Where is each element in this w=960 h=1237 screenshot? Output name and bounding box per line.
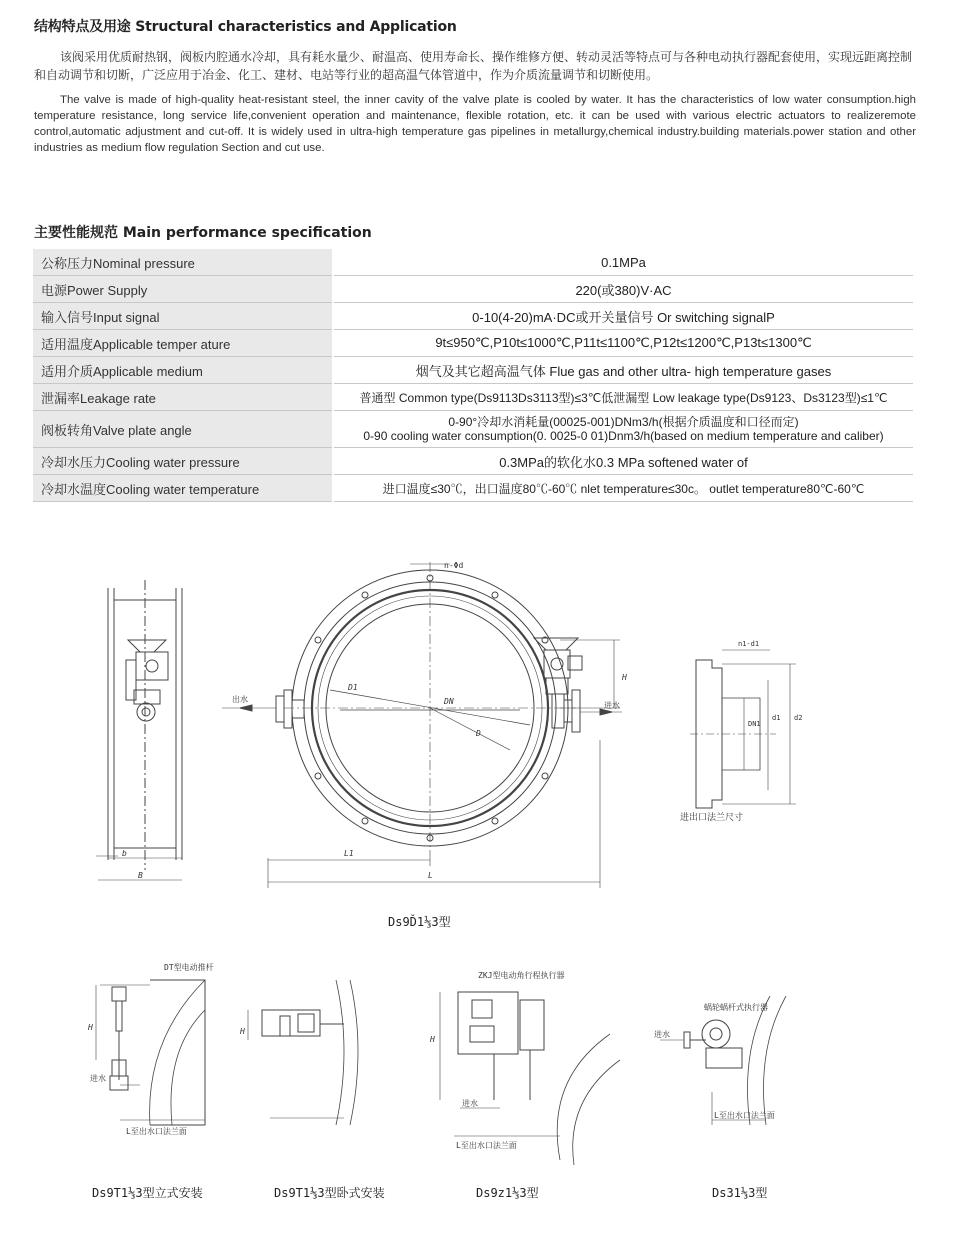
H-label-3: H	[430, 1035, 435, 1044]
spec-key: 公称压力Nominal pressure	[33, 249, 333, 276]
outlet-water-label: 出水	[232, 695, 248, 704]
table-row	[33, 276, 913, 303]
flange-caption: 进出口法兰尺寸	[680, 813, 744, 823]
L-label: L	[428, 871, 433, 880]
table-row	[33, 357, 913, 384]
caption-ds31: Ds31⅓3型	[712, 1186, 768, 1200]
spec-key: 电源Power Supply	[33, 276, 333, 303]
flange-DN1-label: DN1	[748, 720, 761, 728]
dt-actuator-label: DT型电动推杆	[164, 963, 214, 972]
inlet-water-label: 进水	[604, 701, 620, 710]
table-row	[33, 303, 913, 330]
H-label: H	[622, 673, 627, 682]
zkj-actuator-drawing	[440, 992, 620, 1165]
worm-actuator-label: 蜗轮蜗杆式执行器	[704, 1003, 768, 1012]
H-label-2: H	[240, 1027, 245, 1036]
caption-horizontal-install: Ds9T1⅓3型卧式安装	[274, 1186, 385, 1200]
L1-label: L1	[344, 849, 354, 858]
section-title-spec: 主要性能规范 Main performance specification	[34, 225, 372, 241]
spec-key: 适用介质Applicable medium	[33, 357, 333, 384]
spec-value: 烟气及其它超高温气体 Flue gas and other ultra- high temperature gases	[333, 357, 913, 384]
horizontal-install-drawing	[248, 980, 358, 1125]
zkj-actuator-label: ZKJ型电动角行程执行器	[478, 971, 565, 980]
spec-key: 适用温度Applicable temper ature	[33, 330, 333, 357]
section-title-structure: 结构特点及用途 Structural characteristics and Application	[34, 19, 457, 35]
spec-value: 0.1MPa	[333, 249, 913, 276]
front-view-drawing	[222, 562, 622, 888]
spec-value	[333, 411, 913, 448]
spec-key: 输入信号Input signal	[33, 303, 333, 330]
description-cn: 该阀采用优质耐热钢，阀板内腔通水冷却，具有耗水量少、耐温高、使用寿命长、操作维修方便、转动灵活等特点可与各种电动执行器配套使用，实现远距离控制和自动调节和切断，广泛应用于冶金、化工、建材、电站等行业的超高温气体管道中，作为介质流量调节和切断使用。	[34, 50, 913, 82]
spec-value: 0.3MPa的软化水0.3 MPa softened water of	[333, 448, 913, 475]
spec-value: 0-10(4-20)mA·DC或开关量信号 Or switching signalP	[333, 303, 913, 330]
table-row	[33, 384, 913, 411]
spec-key: 冷却水压力Cooling water pressure	[33, 448, 333, 475]
spec-table	[33, 249, 913, 502]
spec-key: 泄漏率Leakage rate	[33, 384, 333, 411]
H-label-1: H	[88, 1023, 93, 1032]
flange-d1-label: d1	[772, 714, 781, 722]
inlet-label-3: 进水	[462, 1099, 478, 1108]
flange-n1-d1-label: n1-d1	[738, 640, 760, 648]
spec-value: 普通型 Common type(Ds9113Ds3113型)≤3℃低泄漏型 Low leakage type(Ds9123、Ds3123型)≤1℃	[333, 384, 913, 411]
spec-value: 9t≤950℃,P10t≤1000℃,P11t≤1100℃,P12t≤1200℃,P13t≤1300℃	[333, 330, 913, 357]
DN-label: DN	[444, 697, 454, 706]
spec-key: 冷却水温度Cooling water temperature	[33, 475, 333, 502]
flange-detail-drawing	[690, 650, 796, 808]
L-flange-label-4: L至出水口法兰面	[714, 1111, 775, 1120]
D1-label: D1	[348, 683, 358, 692]
table-row	[33, 330, 913, 357]
spec-key: 阀板转角Valve plate angle	[33, 411, 333, 448]
worm-gear-drawing	[660, 996, 786, 1125]
caption-ds9z: Ds9z1⅓3型	[476, 1186, 539, 1200]
table-row	[33, 249, 913, 276]
inlet-label-1: 进水	[90, 1074, 106, 1083]
spec-value: 进口温度≤30℃，出口温度80℃-60℃ nlet temperature≤30c。 outlet temperature80℃-60℃	[333, 475, 913, 502]
inlet-label-4: 进水	[654, 1030, 670, 1039]
table-row	[33, 448, 913, 475]
valve-technical-drawings	[0, 540, 960, 1237]
side-view-drawing	[96, 580, 182, 880]
spec-value-line2: 0-90 cooling water consumption(0. 0025-0 01)Dnm3/h(based on medium temperature and caliber)	[363, 429, 884, 443]
L-flange-label-1: L至出水口法兰面	[126, 1127, 187, 1136]
L-flange-label-3: L至出水口法兰面	[456, 1141, 517, 1150]
main-drawing-caption: Ds9Ď1⅓3型	[388, 915, 451, 929]
vertical-install-drawing	[96, 980, 205, 1125]
spec-value: 220(或380)V·AC	[333, 276, 913, 303]
spec-value-line1: 0-90°冷却水消耗量(00025-001)DNm3/h(根据介质温度和口径而定)	[448, 415, 799, 429]
flange-d2-label: d2	[794, 714, 803, 722]
dim-B-label: B	[138, 871, 143, 880]
table-row	[33, 411, 913, 448]
dim-b-label: b	[122, 849, 127, 858]
description-en: The valve is made of high-quality heat-resistant steel, the inner cavity of the valve plate is cooled by water. It has the characteristics of low water consumption.high temperature resistance, long service life,convenient operation and maintenance, flexible rotation, etc. it can be used with various electric actuators to realizeremote control,automatic adjustment and cut-off. It is widely used in ultra-high temperature gas pipelines in metallurgy,chemical industry.building materials.power station and other industries as medium flow regulation Section and cut use.	[34, 94, 916, 154]
D-label: D	[476, 729, 481, 738]
n-phi-d-label: n-Φd	[444, 561, 464, 570]
table-row	[33, 475, 913, 502]
caption-vertical-install: Ds9T1⅓3型立式安装	[92, 1186, 203, 1200]
